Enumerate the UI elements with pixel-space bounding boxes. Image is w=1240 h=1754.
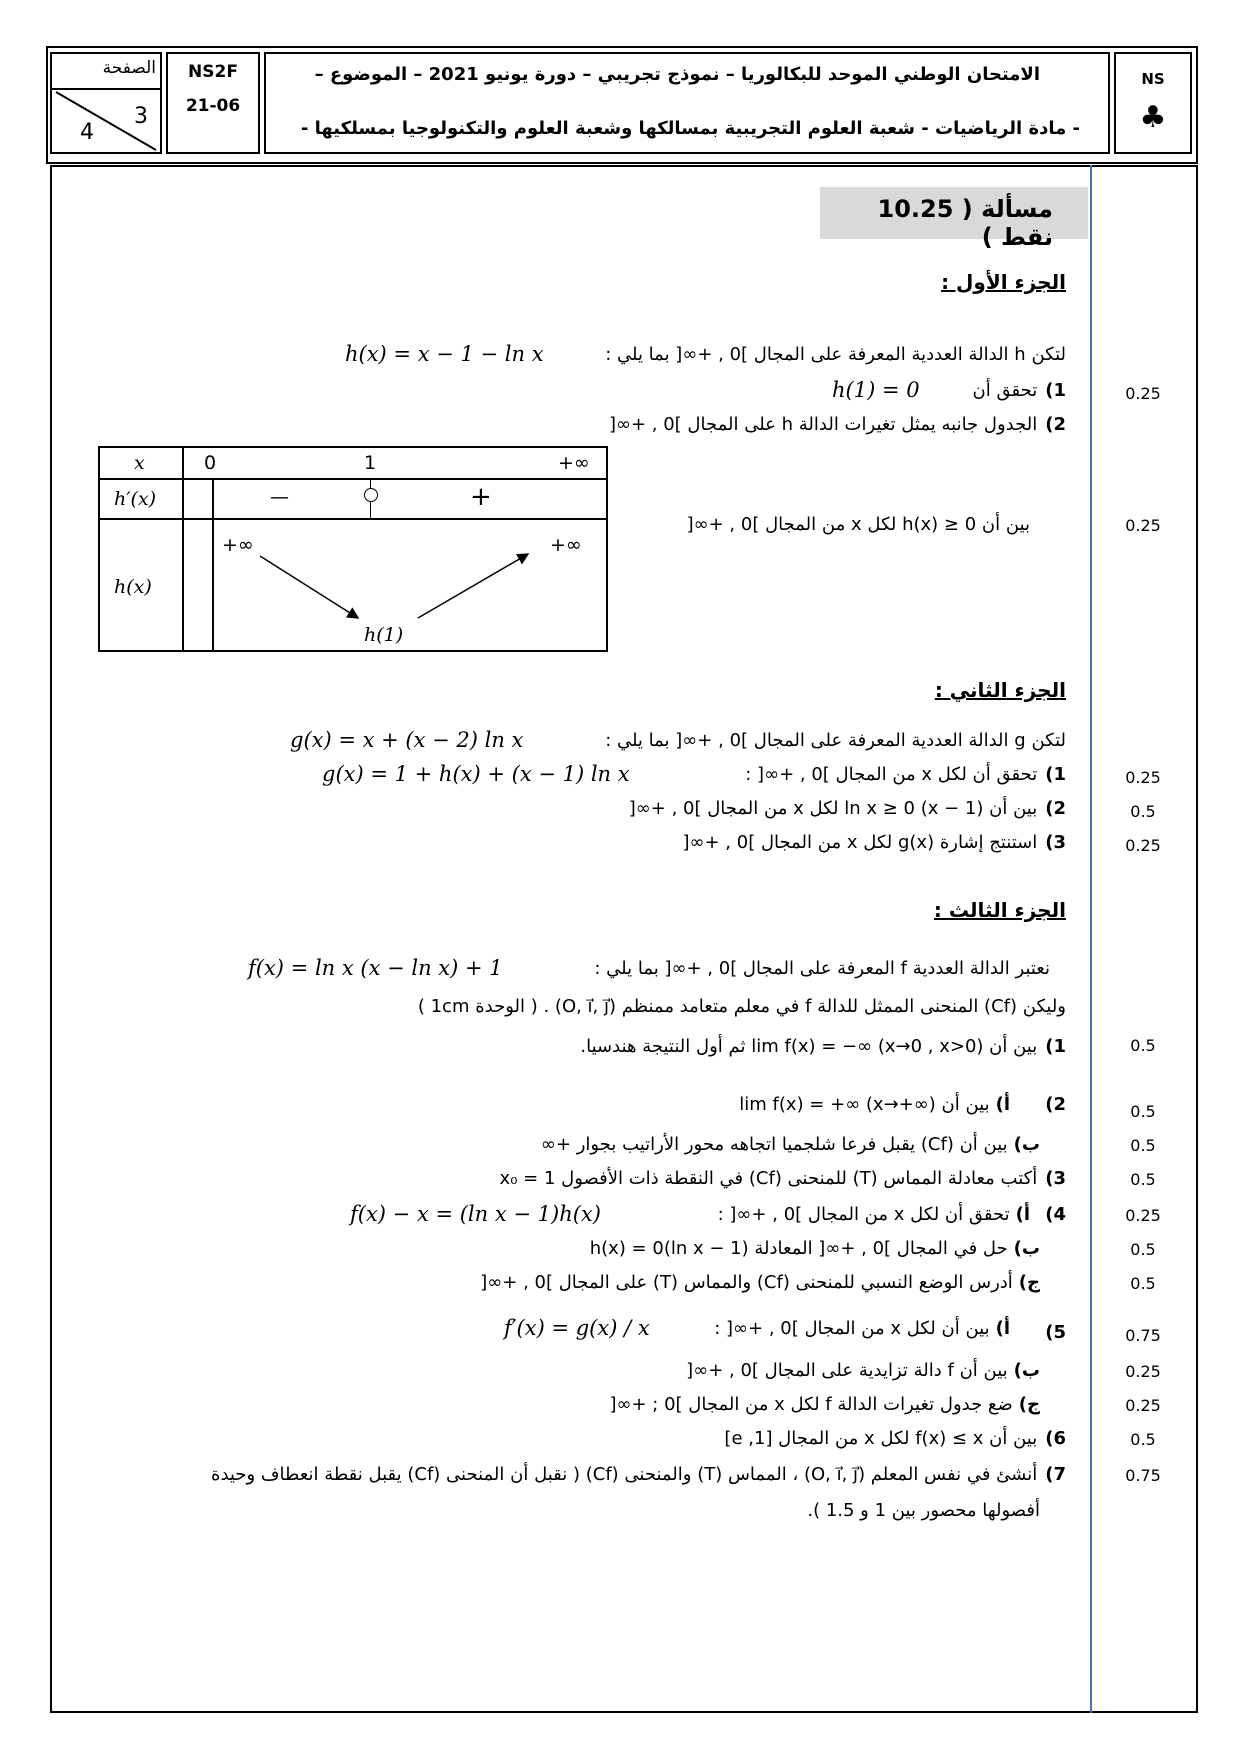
part1-q2-number: 2) bbox=[1045, 414, 1066, 435]
part3-q4b-points: 0.5 bbox=[1130, 1240, 1156, 1259]
page-total: 4 bbox=[80, 120, 94, 145]
part3-q5b-text: بين أن f دالة تزايدية على المجال ]0 , +∞[ bbox=[686, 1360, 1008, 1381]
part3-q3 bbox=[500, 1168, 1066, 1189]
part3-q4 bbox=[1037, 1204, 1066, 1225]
part3-q3-number: 3) bbox=[1045, 1168, 1066, 1189]
part3-q5a-points: 0.75 bbox=[1125, 1326, 1161, 1345]
part3-q6-number: 6) bbox=[1045, 1428, 1066, 1449]
part3-q2b-points: 0.5 bbox=[1130, 1136, 1156, 1155]
page-label: الصفحة bbox=[102, 58, 156, 78]
exam-code: NS2F bbox=[188, 62, 238, 82]
part3-q7 bbox=[211, 1464, 1066, 1485]
part3-q2a bbox=[739, 1094, 1010, 1115]
part2-q1 bbox=[745, 764, 1066, 785]
exam-session-code: 21-06 bbox=[185, 96, 241, 116]
part3-q2-number: 2) bbox=[1045, 1094, 1066, 1115]
part3-q6 bbox=[724, 1428, 1066, 1449]
part3-q4-number: 4) bbox=[1045, 1204, 1066, 1225]
club-icon: ♣ bbox=[1139, 100, 1167, 135]
part1-q2b-text: بين أن h(x) ≥ 0 لكل x من المجال ]0 , +∞[ bbox=[686, 514, 1030, 535]
part3-q4a-formula: f(x) − x = (ln x − 1)h(x) bbox=[350, 1202, 601, 1226]
variation-table bbox=[98, 446, 608, 652]
part3-heading: الجزء الثالث : bbox=[933, 898, 1066, 922]
part3-q2a-label: أ) bbox=[995, 1094, 1010, 1115]
part3-q4b-text: حل في المجال ]0 , +∞[ المعادلة (ln x − 1)h(x) = 0 bbox=[589, 1238, 1008, 1259]
part3-q1-number: 1) bbox=[1045, 1036, 1066, 1057]
part3-q1 bbox=[580, 1036, 1066, 1057]
points-column-divider bbox=[1090, 165, 1092, 1713]
table-val-right: +∞ bbox=[550, 534, 582, 556]
part3-q1-text: بين أن lim f(x) = −∞ (x→0 , x>0) ثم أول النتيجة هندسيا. bbox=[580, 1036, 1038, 1057]
part3-q4c bbox=[480, 1272, 1040, 1293]
part1-intro-formula: h(x) = x − 1 − ln x bbox=[345, 342, 544, 366]
table-val-left: +∞ bbox=[222, 534, 254, 556]
part3-q2a-points: 0.5 bbox=[1130, 1102, 1156, 1121]
part2-q2-points: 0.5 bbox=[1130, 802, 1156, 821]
part3-q5-number: 5) bbox=[1045, 1322, 1066, 1343]
part2-q3-text: استنتج إشارة g(x) لكل x من المجال ]0 , +∞[ bbox=[682, 832, 1038, 853]
part3-q4c-points: 0.5 bbox=[1130, 1274, 1156, 1293]
variation-arrows bbox=[100, 448, 606, 650]
part1-q2-points: 0.25 bbox=[1125, 516, 1161, 535]
table-sign-left: — bbox=[270, 486, 289, 508]
part2-q2-number: 2) bbox=[1045, 798, 1066, 819]
table-sign-right: + bbox=[470, 482, 492, 512]
part1-q1-number: 1) bbox=[1045, 380, 1066, 401]
part3-q5b bbox=[686, 1360, 1040, 1381]
part3-q2 bbox=[1037, 1094, 1066, 1115]
part2-q3-points: 0.25 bbox=[1125, 836, 1161, 855]
part1-q1 bbox=[973, 380, 1066, 401]
part3-q2b-label: ب) bbox=[1013, 1134, 1040, 1155]
problem-title-box bbox=[820, 187, 1088, 251]
part1-q2-text: الجدول جانبه يمثل تغيرات الدالة h على المجال ]0 , +∞[ bbox=[608, 414, 1038, 435]
part3-q6-text: بين أن f(x) ≤ x لكل x من المجال [1, e] bbox=[724, 1428, 1038, 1449]
part3-q4a-points: 0.25 bbox=[1125, 1206, 1161, 1225]
part2-intro: لتكن g الدالة العددية المعرفة على المجال ]0 , +∞[ بما يلي : bbox=[605, 730, 1066, 751]
part1-heading: الجزء الأول : bbox=[941, 270, 1066, 294]
part3-q2b bbox=[541, 1134, 1040, 1155]
table-deriv-label: h′(x) bbox=[114, 488, 157, 510]
part2-q1-number: 1) bbox=[1045, 764, 1066, 785]
part3-intro2: وليكن (Cf) المنحنى الممثل للدالة f في معلم متعامد ممنظم (O, i⃗, j⃗) . ( الوحدة 1cm ) bbox=[417, 996, 1066, 1017]
part3-intro: نعتبر الدالة العددية f المعرفة على المجال ]0 , +∞[ بما يلي : bbox=[594, 958, 1050, 979]
part3-q5 bbox=[1037, 1322, 1066, 1343]
part2-q1-points: 0.25 bbox=[1125, 768, 1161, 787]
part3-q7-points: 0.75 bbox=[1125, 1466, 1161, 1485]
part3-q6-points: 0.5 bbox=[1130, 1430, 1156, 1449]
part3-q7-number: 7) bbox=[1045, 1464, 1066, 1485]
part3-q3-points: 0.5 bbox=[1130, 1170, 1156, 1189]
part3-q5a-formula: f′(x) = g(x) / x bbox=[504, 1316, 650, 1340]
page-current: 3 bbox=[134, 104, 148, 129]
table-func-label: h(x) bbox=[114, 576, 152, 598]
part2-q2 bbox=[629, 798, 1066, 819]
part3-q5c-label: ج) bbox=[1018, 1394, 1040, 1415]
part3-q4a-text: تحقق أن لكل x من المجال ]0 , +∞[ : bbox=[717, 1204, 1010, 1225]
part3-q4b-label: ب) bbox=[1013, 1238, 1040, 1259]
part3-q5b-points: 0.25 bbox=[1125, 1362, 1161, 1381]
ns-label: NS bbox=[1141, 70, 1165, 88]
part1-q2 bbox=[609, 414, 1066, 435]
exam-subject: - مادة الرياضيات - شعبة العلوم التجريبية بمسالكها وشعبة العلوم والتكنولوجيا بمسلكيها - bbox=[300, 118, 1080, 139]
table-x0: 0 bbox=[204, 452, 217, 474]
part3-q7-text: أنشئ في نفس المعلم (O, i⃗, j⃗) ، المماس (T) والمنحنى (Cf) ( نقبل أن المنحنى (Cf) يقبل نقطة انعطاف وحيدة bbox=[211, 1464, 1038, 1485]
part3-q1-points: 0.5 bbox=[1130, 1036, 1156, 1055]
part3-q2b-text: بين أن (Cf) يقبل فرعا شلجميا اتجاهه محور الأراتيب بجوار +∞ bbox=[540, 1134, 1008, 1155]
problem-title: مسألة ( 10.25 نقط ) bbox=[877, 195, 1053, 251]
exam-title: الامتحان الوطني الموحد للبكالوريا – نموذج تجريبي – دورة يونيو 2021 – الموضوع – bbox=[314, 64, 1040, 85]
part3-q4b bbox=[590, 1238, 1040, 1259]
part3-q4a bbox=[718, 1204, 1030, 1225]
part2-q3 bbox=[682, 832, 1066, 853]
part3-q2a-text: بين أن lim f(x) = +∞ (x→+∞) bbox=[739, 1094, 990, 1115]
part3-q5c bbox=[609, 1394, 1040, 1415]
table-x-label: x bbox=[134, 452, 145, 474]
part3-q4a-label: أ) bbox=[1015, 1204, 1030, 1225]
table-x1: 1 bbox=[364, 452, 377, 474]
table-val-min: h(1) bbox=[364, 624, 404, 646]
part1-intro: لتكن h الدالة العددية المعرفة على المجال ]0 , +∞[ بما يلي : bbox=[605, 344, 1066, 365]
part1-q1-text: تحقق أن bbox=[972, 380, 1038, 401]
part2-q2-text: بين أن (x − 1) ln x ≥ 0 لكل x من المجال ]0 , +∞[ bbox=[628, 798, 1038, 819]
part1-q1-points: 0.25 bbox=[1125, 384, 1161, 403]
part3-intro-formula: f(x) = ln x (x − ln x) + 1 bbox=[248, 956, 503, 980]
table-x2: +∞ bbox=[558, 452, 590, 474]
part3-q4c-label: ج) bbox=[1018, 1272, 1040, 1293]
part3-q4c-text: أدرس الوضع النسبي للمنحنى (Cf) والمماس (T) على المجال ]0 , +∞[ bbox=[480, 1272, 1013, 1293]
part3-q5c-text: ضع جدول تغيرات الدالة f لكل x من المجال ]0 ; +∞[ bbox=[609, 1394, 1013, 1415]
part3-q5a bbox=[714, 1318, 1010, 1339]
part2-intro-formula: g(x) = x + (x − 2) ln x bbox=[290, 728, 524, 752]
part2-q1-text: تحقق أن لكل x من المجال ]0 , +∞[ : bbox=[745, 764, 1038, 785]
part3-q5a-label: أ) bbox=[995, 1318, 1010, 1339]
part3-q5b-label: ب) bbox=[1013, 1360, 1040, 1381]
part2-heading: الجزء الثاني : bbox=[934, 678, 1066, 702]
part3-q3-text: أكتب معادلة المماس (T) للمنحنى (Cf) في النقطة ذات الأفصول x₀ = 1 bbox=[499, 1168, 1038, 1189]
part3-q5c-points: 0.25 bbox=[1125, 1396, 1161, 1415]
part3-q7-text2: أفصولها محصور بين 1 و 1.5 ). bbox=[807, 1500, 1040, 1521]
part3-q5a-text: بين أن لكل x من المجال ]0 , +∞[ : bbox=[714, 1318, 990, 1339]
part2-q3-number: 3) bbox=[1045, 832, 1066, 853]
part2-q1-formula: g(x) = 1 + h(x) + (x − 1) ln x bbox=[322, 762, 630, 786]
part1-q1-formula: h(1) = 0 bbox=[832, 378, 920, 402]
